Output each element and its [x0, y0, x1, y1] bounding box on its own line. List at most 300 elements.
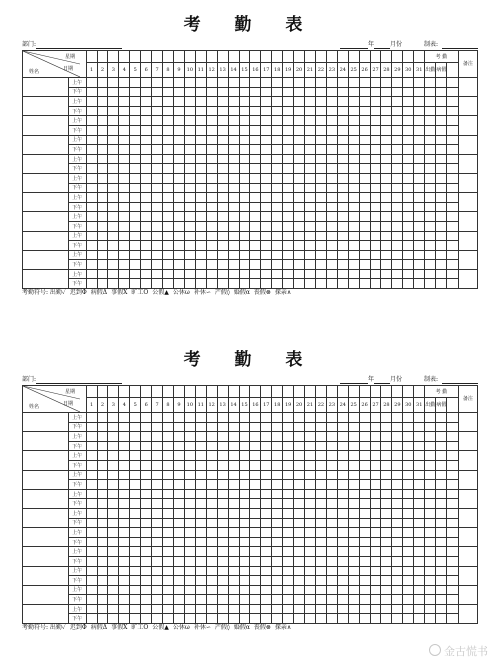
attendance-cell[interactable] — [152, 78, 163, 88]
attendance-cell[interactable] — [217, 441, 228, 451]
attendance-cell[interactable] — [283, 556, 294, 566]
summary-cell[interactable] — [425, 250, 436, 260]
attendance-cell[interactable] — [130, 212, 141, 222]
attendance-cell[interactable] — [86, 269, 97, 279]
weekday-cell[interactable] — [206, 386, 217, 398]
attendance-cell[interactable] — [184, 87, 195, 97]
attendance-cell[interactable] — [272, 78, 283, 88]
attendance-cell[interactable] — [272, 585, 283, 595]
attendance-cell[interactable] — [152, 154, 163, 164]
attendance-cell[interactable] — [359, 221, 370, 231]
attendance-cell[interactable] — [337, 528, 348, 538]
attendance-cell[interactable] — [119, 413, 130, 423]
attendance-cell[interactable] — [228, 260, 239, 270]
attendance-cell[interactable] — [305, 537, 316, 547]
attendance-cell[interactable] — [326, 116, 337, 126]
attendance-cell[interactable] — [326, 432, 337, 442]
attendance-cell[interactable] — [392, 595, 403, 605]
attendance-cell[interactable] — [206, 556, 217, 566]
employee-name-cell[interactable] — [23, 489, 69, 508]
attendance-cell[interactable] — [392, 556, 403, 566]
attendance-cell[interactable] — [370, 97, 381, 107]
attendance-cell[interactable] — [195, 537, 206, 547]
attendance-cell[interactable] — [250, 556, 261, 566]
attendance-cell[interactable] — [195, 269, 206, 279]
attendance-cell[interactable] — [119, 556, 130, 566]
attendance-cell[interactable] — [348, 595, 359, 605]
attendance-cell[interactable] — [315, 231, 326, 241]
attendance-cell[interactable] — [228, 422, 239, 432]
remark-cell[interactable] — [458, 470, 477, 489]
attendance-cell[interactable] — [403, 528, 414, 538]
attendance-cell[interactable] — [228, 241, 239, 251]
attendance-cell[interactable] — [326, 241, 337, 251]
attendance-cell[interactable] — [392, 173, 403, 183]
attendance-cell[interactable] — [250, 480, 261, 490]
employee-name-cell[interactable] — [23, 193, 69, 212]
attendance-cell[interactable] — [184, 164, 195, 174]
attendance-cell[interactable] — [337, 604, 348, 614]
attendance-cell[interactable] — [326, 97, 337, 107]
summary-cell[interactable] — [447, 585, 458, 595]
attendance-cell[interactable] — [163, 260, 174, 270]
attendance-cell[interactable] — [337, 241, 348, 251]
attendance-cell[interactable] — [163, 231, 174, 241]
attendance-cell[interactable] — [119, 269, 130, 279]
summary-cell[interactable] — [447, 566, 458, 576]
attendance-cell[interactable] — [206, 480, 217, 490]
attendance-cell[interactable] — [173, 193, 184, 203]
attendance-cell[interactable] — [381, 489, 392, 499]
attendance-cell[interactable] — [392, 183, 403, 193]
attendance-cell[interactable] — [283, 499, 294, 509]
attendance-cell[interactable] — [337, 250, 348, 260]
attendance-cell[interactable] — [370, 250, 381, 260]
attendance-cell[interactable] — [283, 566, 294, 576]
attendance-cell[interactable] — [348, 78, 359, 88]
attendance-cell[interactable] — [195, 432, 206, 442]
attendance-cell[interactable] — [370, 480, 381, 490]
attendance-cell[interactable] — [163, 556, 174, 566]
attendance-cell[interactable] — [348, 566, 359, 576]
attendance-cell[interactable] — [337, 221, 348, 231]
summary-cell[interactable] — [447, 595, 458, 605]
attendance-cell[interactable] — [228, 585, 239, 595]
attendance-cell[interactable] — [184, 135, 195, 145]
attendance-cell[interactable] — [283, 154, 294, 164]
summary-cell[interactable] — [447, 250, 458, 260]
attendance-cell[interactable] — [326, 547, 337, 557]
summary-cell[interactable] — [425, 87, 436, 97]
employee-name-cell[interactable] — [23, 135, 69, 154]
attendance-cell[interactable] — [119, 78, 130, 88]
attendance-cell[interactable] — [141, 576, 152, 586]
attendance-cell[interactable] — [414, 183, 425, 193]
attendance-cell[interactable] — [228, 566, 239, 576]
weekday-cell[interactable] — [348, 51, 359, 63]
attendance-cell[interactable] — [163, 441, 174, 451]
attendance-cell[interactable] — [337, 231, 348, 241]
attendance-cell[interactable] — [108, 212, 119, 222]
attendance-cell[interactable] — [315, 528, 326, 538]
attendance-cell[interactable] — [359, 604, 370, 614]
summary-cell[interactable] — [436, 460, 447, 470]
attendance-cell[interactable] — [272, 145, 283, 155]
attendance-cell[interactable] — [97, 508, 108, 518]
attendance-cell[interactable] — [381, 260, 392, 270]
attendance-cell[interactable] — [250, 547, 261, 557]
attendance-cell[interactable] — [337, 441, 348, 451]
attendance-cell[interactable] — [163, 566, 174, 576]
attendance-cell[interactable] — [272, 422, 283, 432]
attendance-cell[interactable] — [163, 508, 174, 518]
employee-name-cell[interactable] — [23, 528, 69, 547]
summary-cell[interactable] — [447, 164, 458, 174]
attendance-cell[interactable] — [152, 250, 163, 260]
attendance-cell[interactable] — [228, 489, 239, 499]
attendance-cell[interactable] — [359, 470, 370, 480]
attendance-cell[interactable] — [294, 202, 305, 212]
attendance-cell[interactable] — [392, 116, 403, 126]
summary-cell[interactable] — [425, 212, 436, 222]
attendance-cell[interactable] — [272, 154, 283, 164]
attendance-cell[interactable] — [414, 231, 425, 241]
attendance-cell[interactable] — [272, 441, 283, 451]
attendance-cell[interactable] — [130, 250, 141, 260]
attendance-cell[interactable] — [152, 460, 163, 470]
attendance-cell[interactable] — [97, 106, 108, 116]
attendance-cell[interactable] — [141, 202, 152, 212]
attendance-cell[interactable] — [359, 269, 370, 279]
attendance-cell[interactable] — [261, 260, 272, 270]
attendance-cell[interactable] — [217, 528, 228, 538]
attendance-cell[interactable] — [195, 585, 206, 595]
attendance-cell[interactable] — [315, 145, 326, 155]
summary-cell[interactable] — [425, 116, 436, 126]
summary-cell[interactable] — [447, 125, 458, 135]
attendance-cell[interactable] — [141, 460, 152, 470]
attendance-cell[interactable] — [130, 164, 141, 174]
attendance-cell[interactable] — [403, 260, 414, 270]
attendance-cell[interactable] — [195, 566, 206, 576]
attendance-cell[interactable] — [261, 441, 272, 451]
attendance-cell[interactable] — [86, 116, 97, 126]
attendance-cell[interactable] — [337, 260, 348, 270]
attendance-cell[interactable] — [141, 595, 152, 605]
attendance-cell[interactable] — [228, 441, 239, 451]
attendance-cell[interactable] — [326, 164, 337, 174]
attendance-cell[interactable] — [239, 432, 250, 442]
attendance-cell[interactable] — [130, 116, 141, 126]
attendance-cell[interactable] — [414, 585, 425, 595]
attendance-cell[interactable] — [337, 556, 348, 566]
summary-cell[interactable] — [447, 432, 458, 442]
summary-cell[interactable] — [436, 154, 447, 164]
attendance-cell[interactable] — [97, 173, 108, 183]
attendance-cell[interactable] — [184, 212, 195, 222]
attendance-cell[interactable] — [305, 145, 316, 155]
attendance-cell[interactable] — [228, 480, 239, 490]
weekday-cell[interactable] — [152, 51, 163, 63]
attendance-cell[interactable] — [392, 106, 403, 116]
weekday-cell[interactable] — [381, 51, 392, 63]
attendance-cell[interactable] — [272, 576, 283, 586]
attendance-cell[interactable] — [141, 470, 152, 480]
attendance-cell[interactable] — [184, 173, 195, 183]
attendance-cell[interactable] — [261, 125, 272, 135]
attendance-cell[interactable] — [239, 585, 250, 595]
remark-cell[interactable] — [458, 135, 477, 154]
attendance-cell[interactable] — [108, 547, 119, 557]
attendance-cell[interactable] — [403, 202, 414, 212]
attendance-cell[interactable] — [359, 97, 370, 107]
attendance-cell[interactable] — [370, 556, 381, 566]
summary-cell[interactable] — [436, 135, 447, 145]
attendance-cell[interactable] — [152, 508, 163, 518]
attendance-cell[interactable] — [184, 489, 195, 499]
attendance-cell[interactable] — [272, 432, 283, 442]
attendance-cell[interactable] — [86, 135, 97, 145]
attendance-cell[interactable] — [315, 460, 326, 470]
attendance-cell[interactable] — [326, 193, 337, 203]
attendance-cell[interactable] — [348, 202, 359, 212]
attendance-cell[interactable] — [348, 432, 359, 442]
attendance-cell[interactable] — [359, 135, 370, 145]
attendance-cell[interactable] — [173, 604, 184, 614]
attendance-cell[interactable] — [381, 269, 392, 279]
attendance-cell[interactable] — [294, 183, 305, 193]
summary-cell[interactable] — [425, 221, 436, 231]
attendance-cell[interactable] — [381, 547, 392, 557]
attendance-cell[interactable] — [261, 164, 272, 174]
summary-cell[interactable] — [436, 183, 447, 193]
attendance-cell[interactable] — [195, 202, 206, 212]
attendance-cell[interactable] — [217, 241, 228, 251]
attendance-cell[interactable] — [184, 518, 195, 528]
attendance-cell[interactable] — [370, 231, 381, 241]
attendance-cell[interactable] — [348, 221, 359, 231]
attendance-cell[interactable] — [403, 460, 414, 470]
attendance-cell[interactable] — [217, 125, 228, 135]
attendance-cell[interactable] — [315, 508, 326, 518]
attendance-cell[interactable] — [283, 595, 294, 605]
attendance-cell[interactable] — [206, 432, 217, 442]
attendance-cell[interactable] — [130, 97, 141, 107]
attendance-cell[interactable] — [272, 212, 283, 222]
attendance-cell[interactable] — [359, 460, 370, 470]
summary-cell[interactable] — [436, 269, 447, 279]
attendance-cell[interactable] — [130, 441, 141, 451]
attendance-cell[interactable] — [272, 260, 283, 270]
attendance-cell[interactable] — [163, 604, 174, 614]
attendance-cell[interactable] — [305, 413, 316, 423]
attendance-cell[interactable] — [305, 125, 316, 135]
attendance-cell[interactable] — [261, 547, 272, 557]
attendance-cell[interactable] — [283, 106, 294, 116]
weekday-cell[interactable] — [272, 386, 283, 398]
attendance-cell[interactable] — [228, 231, 239, 241]
attendance-cell[interactable] — [217, 460, 228, 470]
attendance-cell[interactable] — [108, 604, 119, 614]
attendance-cell[interactable] — [163, 489, 174, 499]
attendance-cell[interactable] — [261, 221, 272, 231]
attendance-cell[interactable] — [261, 508, 272, 518]
remark-cell[interactable] — [458, 97, 477, 116]
remark-cell[interactable] — [458, 269, 477, 288]
attendance-cell[interactable] — [305, 106, 316, 116]
attendance-cell[interactable] — [206, 537, 217, 547]
attendance-cell[interactable] — [414, 193, 425, 203]
attendance-cell[interactable] — [294, 451, 305, 461]
attendance-cell[interactable] — [119, 508, 130, 518]
attendance-cell[interactable] — [294, 585, 305, 595]
attendance-cell[interactable] — [392, 193, 403, 203]
weekday-cell[interactable] — [305, 51, 316, 63]
attendance-cell[interactable] — [261, 413, 272, 423]
attendance-cell[interactable] — [403, 97, 414, 107]
attendance-cell[interactable] — [283, 221, 294, 231]
attendance-cell[interactable] — [403, 164, 414, 174]
attendance-cell[interactable] — [195, 460, 206, 470]
weekday-cell[interactable] — [326, 51, 337, 63]
attendance-cell[interactable] — [414, 595, 425, 605]
attendance-cell[interactable] — [250, 260, 261, 270]
summary-cell[interactable] — [447, 97, 458, 107]
attendance-cell[interactable] — [261, 193, 272, 203]
attendance-cell[interactable] — [152, 518, 163, 528]
attendance-cell[interactable] — [141, 451, 152, 461]
attendance-cell[interactable] — [283, 537, 294, 547]
attendance-cell[interactable] — [119, 576, 130, 586]
attendance-cell[interactable] — [250, 221, 261, 231]
attendance-cell[interactable] — [97, 221, 108, 231]
attendance-cell[interactable] — [250, 87, 261, 97]
weekday-cell[interactable] — [403, 51, 414, 63]
attendance-cell[interactable] — [337, 537, 348, 547]
attendance-cell[interactable] — [108, 269, 119, 279]
attendance-cell[interactable] — [381, 97, 392, 107]
attendance-cell[interactable] — [108, 441, 119, 451]
attendance-cell[interactable] — [206, 260, 217, 270]
attendance-cell[interactable] — [130, 585, 141, 595]
attendance-cell[interactable] — [337, 585, 348, 595]
attendance-cell[interactable] — [403, 269, 414, 279]
attendance-cell[interactable] — [381, 518, 392, 528]
attendance-cell[interactable] — [228, 78, 239, 88]
attendance-cell[interactable] — [337, 480, 348, 490]
attendance-cell[interactable] — [359, 451, 370, 461]
attendance-cell[interactable] — [315, 202, 326, 212]
remark-cell[interactable] — [458, 212, 477, 231]
summary-cell[interactable] — [436, 87, 447, 97]
attendance-cell[interactable] — [250, 441, 261, 451]
attendance-cell[interactable] — [195, 595, 206, 605]
weekday-cell[interactable] — [86, 51, 97, 63]
employee-name-cell[interactable] — [23, 432, 69, 451]
attendance-cell[interactable] — [359, 595, 370, 605]
attendance-cell[interactable] — [239, 269, 250, 279]
attendance-cell[interactable] — [359, 556, 370, 566]
summary-cell[interactable] — [425, 537, 436, 547]
attendance-cell[interactable] — [337, 145, 348, 155]
attendance-cell[interactable] — [119, 241, 130, 251]
attendance-cell[interactable] — [261, 499, 272, 509]
summary-cell[interactable] — [436, 566, 447, 576]
attendance-cell[interactable] — [173, 489, 184, 499]
attendance-cell[interactable] — [86, 221, 97, 231]
attendance-cell[interactable] — [173, 537, 184, 547]
attendance-cell[interactable] — [272, 489, 283, 499]
attendance-cell[interactable] — [217, 97, 228, 107]
summary-cell[interactable] — [425, 269, 436, 279]
attendance-cell[interactable] — [294, 193, 305, 203]
attendance-cell[interactable] — [381, 125, 392, 135]
attendance-cell[interactable] — [173, 164, 184, 174]
attendance-cell[interactable] — [152, 164, 163, 174]
attendance-cell[interactable] — [348, 518, 359, 528]
attendance-cell[interactable] — [195, 470, 206, 480]
attendance-cell[interactable] — [272, 87, 283, 97]
attendance-cell[interactable] — [130, 78, 141, 88]
attendance-cell[interactable] — [326, 202, 337, 212]
attendance-cell[interactable] — [173, 97, 184, 107]
summary-cell[interactable] — [425, 499, 436, 509]
attendance-cell[interactable] — [326, 441, 337, 451]
attendance-cell[interactable] — [173, 566, 184, 576]
attendance-cell[interactable] — [119, 221, 130, 231]
attendance-cell[interactable] — [348, 164, 359, 174]
attendance-cell[interactable] — [381, 432, 392, 442]
attendance-cell[interactable] — [163, 183, 174, 193]
attendance-cell[interactable] — [326, 451, 337, 461]
attendance-cell[interactable] — [294, 221, 305, 231]
attendance-cell[interactable] — [370, 595, 381, 605]
attendance-cell[interactable] — [392, 576, 403, 586]
attendance-cell[interactable] — [370, 460, 381, 470]
attendance-cell[interactable] — [163, 470, 174, 480]
attendance-cell[interactable] — [130, 604, 141, 614]
attendance-cell[interactable] — [217, 135, 228, 145]
weekday-cell[interactable] — [195, 386, 206, 398]
attendance-cell[interactable] — [119, 585, 130, 595]
attendance-cell[interactable] — [261, 183, 272, 193]
attendance-cell[interactable] — [381, 250, 392, 260]
attendance-cell[interactable] — [228, 145, 239, 155]
attendance-cell[interactable] — [392, 260, 403, 270]
weekday-cell[interactable] — [359, 51, 370, 63]
attendance-cell[interactable] — [337, 422, 348, 432]
attendance-cell[interactable] — [119, 460, 130, 470]
attendance-cell[interactable] — [195, 499, 206, 509]
attendance-cell[interactable] — [195, 78, 206, 88]
weekday-cell[interactable] — [228, 386, 239, 398]
attendance-cell[interactable] — [108, 460, 119, 470]
attendance-cell[interactable] — [163, 595, 174, 605]
summary-cell[interactable] — [447, 556, 458, 566]
attendance-cell[interactable] — [283, 125, 294, 135]
attendance-cell[interactable] — [217, 106, 228, 116]
attendance-cell[interactable] — [130, 241, 141, 251]
attendance-cell[interactable] — [348, 480, 359, 490]
attendance-cell[interactable] — [305, 499, 316, 509]
attendance-cell[interactable] — [184, 193, 195, 203]
attendance-cell[interactable] — [97, 202, 108, 212]
attendance-cell[interactable] — [206, 164, 217, 174]
attendance-cell[interactable] — [414, 135, 425, 145]
attendance-cell[interactable] — [315, 470, 326, 480]
attendance-cell[interactable] — [326, 231, 337, 241]
attendance-cell[interactable] — [228, 595, 239, 605]
